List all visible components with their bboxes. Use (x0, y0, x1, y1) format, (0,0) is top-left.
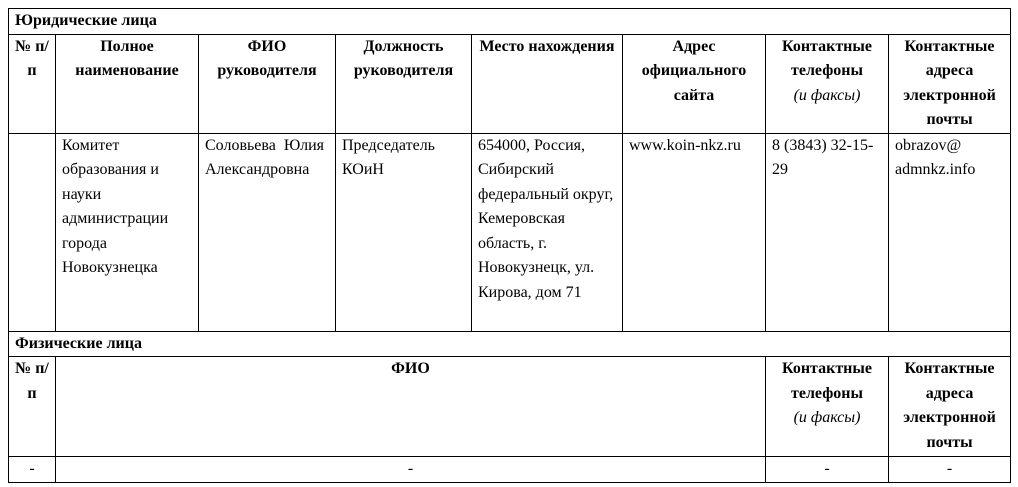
ind-row-email: - (889, 457, 1011, 483)
legal-row-name: Комитет образования и науки администрации города Новокузнецка (56, 133, 199, 331)
legal-header-row (9, 34, 1011, 133)
ind-row-phones: - (766, 457, 889, 483)
legal-section-title: Юридические лица (9, 9, 1011, 35)
legal-row-position: Председатель КОиН (336, 133, 472, 331)
legal-row-email: obrazov@ admnkz.info (889, 133, 1011, 331)
ind-header-fio: ФИО (56, 357, 766, 457)
legal-row-num (9, 133, 56, 331)
legal-row-fio: Соловьева Юлия Александровна (199, 133, 336, 331)
header-email: Контактные адреса электронной почты (889, 34, 1011, 133)
ind-header-email: Контактные адреса электронной почты (889, 357, 1011, 457)
header-director-position: Должность руководителя (336, 34, 472, 133)
legal-row-phones: 8 (3843) 32-15-29 (766, 133, 889, 331)
legal-row-location: 654000, Россия, Сибирский федеральный округ, Кемеровская область, г. Новокузнецк, ул. Кирова, дом 71 (472, 133, 623, 331)
ind-header-phones (766, 357, 889, 457)
document-page (8, 8, 1011, 483)
legal-data-row (9, 133, 1011, 331)
ind-header-phones-label: Контактные телефоны (782, 360, 872, 402)
individuals-section-row (9, 331, 1011, 357)
ind-row-num: - (9, 457, 56, 483)
individuals-data-row (9, 457, 1011, 483)
ind-row-fio: - (56, 457, 766, 483)
header-phones (766, 34, 889, 133)
contacts-table (8, 8, 1011, 483)
header-location: Место нахождения (472, 34, 623, 133)
header-num: № п/п (9, 34, 56, 133)
header-full-name: Полное наименование (56, 34, 199, 133)
individuals-header-row (9, 357, 1011, 457)
header-phones-label: Контактные телефоны (782, 37, 872, 79)
header-phones-note: (и факсы) (793, 86, 861, 104)
ind-header-phones-note: (и факсы) (793, 409, 861, 426)
header-website: Адрес официального сайта (623, 34, 766, 133)
ind-header-num: № п/п (9, 357, 56, 457)
header-director-fio: ФИО руководителя (199, 34, 336, 133)
individuals-section-title: Физические лица (9, 331, 1011, 357)
legal-section-row (9, 9, 1011, 35)
legal-row-website: www.koin-nkz.ru (623, 133, 766, 331)
